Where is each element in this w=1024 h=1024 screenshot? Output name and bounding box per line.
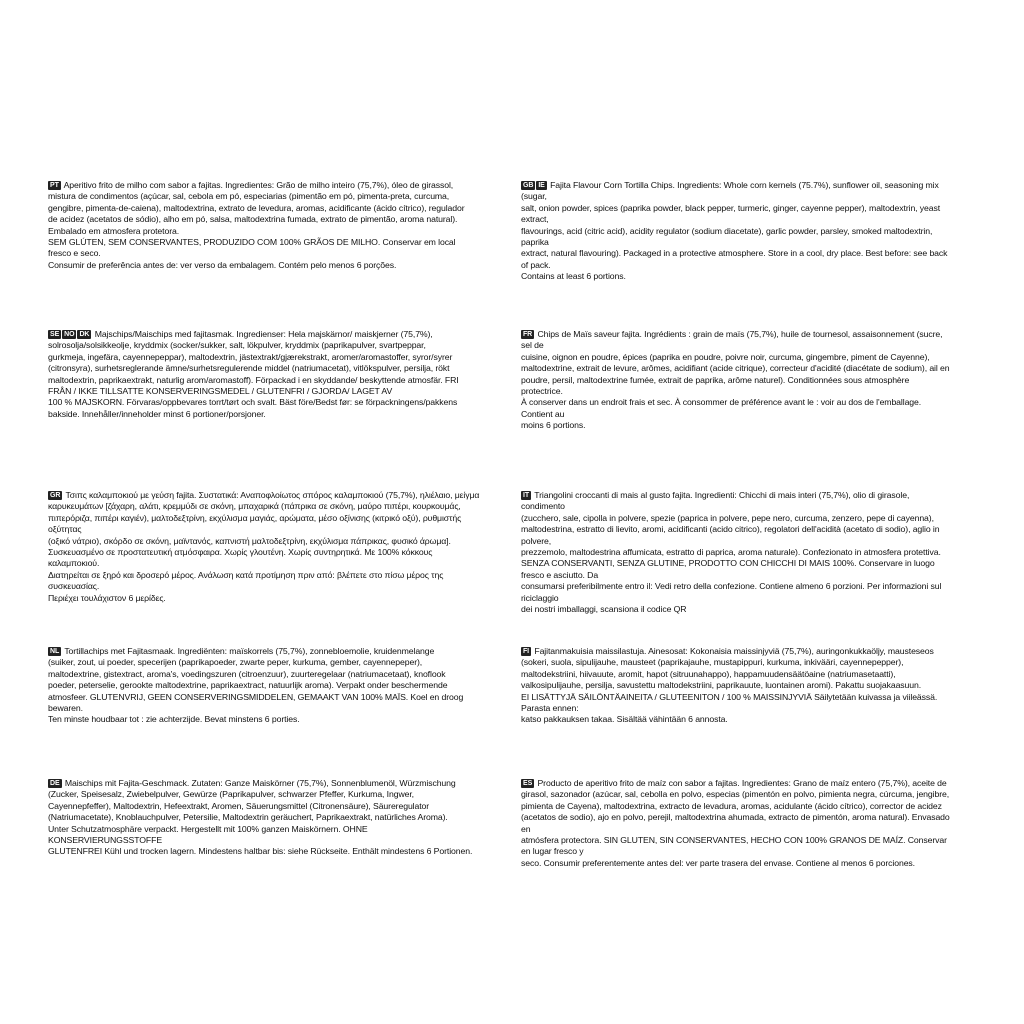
panel-finnish <box>521 646 953 726</box>
language-badge-fi: FI <box>523 648 530 655</box>
language-badge-se: SE <box>50 331 60 338</box>
ingredients-text-it: Triangolini croccanti di mais al gusto fajita. Ingredienti: Chicchi di mais interi (75,7%), olio di girasole, condimento (zucchero, sale, cipolla in polvere, spezie (paprica in polvere, pepe nero, curcuma, zenzero, pepe di cayenna), maltodestrina, estratto di lievito, aromi, acidificanti (acido citrico), regolatori dell'acidità (acetato di sodio), aglio in polvere, prezzemolo, maltodestrina affumicata, estratto di paprica, aroma naturale). Confezionato in atmosfera protettiva. SENZA CONSERVANTI, SENZA GLUTINE, PRODOTTO CON CHICCHI DI MAIS 100%. Conservare in luogo fresco e asciutto. Da consumarsi preferibilmente entro il: Vedi retro della confezione. Contiene almeno 6 porzioni. Per informazioni sul riciclaggio dei nostri imballaggi, scansiona il codice QR <box>521 490 942 615</box>
panel-scandinavian <box>48 329 480 420</box>
language-badge-pt: PT <box>50 182 59 189</box>
language-badge-ie: IE <box>538 182 545 189</box>
panel-dutch <box>48 646 480 726</box>
language-badge-de: DE <box>50 780 60 787</box>
ingredients-text-fi: Fajitanmakuisia maissilastuja. Ainesosat: Kokonaisia maissinjyviä (75,7%), auringonkukkaöljy, mausteseos (sokeri, suola, sipulijauhe, mausteet (paprikajauhe, mustapippuri, kurkuma, inkivääri, cayennepepper), maltodekstriini, hiivauute, aromit, hapot (sitruunahappo), happamuudensäätöaine (natriumasetaatti), valkosipulijauhe, persilja, savustettu maltodekstriini, paprikauute, luontainen aromi). Pakattu suojakaasuun. EI LISÄTTYJÄ SÄILÖNTÄAINEITA / GLUTEENITON / 100 % MAISSINJYVIÄ Säilytetään kuivassa ja viileässä. Parasta ennen: katso pakkauksen takaa. Sisältää vähintään 6 annosta. <box>521 646 938 725</box>
ingredients-text-fr: Chips de Maïs saveur fajita. Ingrédients : grain de maïs (75,7%), huile de tournesol, assaisonnement (sucre, sel de cuisine, oignon en poudre, épices (paprika en poudre, poivre noir, curcuma, gingembre, piment de Cayenne), maltodextrine, extrait de levure, arômes, acidifiant (acide citrique), correcteur d'acidité (diacétate de sodium), ail en poudre, persil, maltodextrine fumée, extrait de paprika, arôme naturel). Conditionnées sous atmosphère protectrice. À conserver dans un endroit frais et sec. À consommer de préférence avant le : voir au dos de l'emballage. Contient au moins 6 portions. <box>521 329 950 431</box>
panel-greek <box>48 490 480 604</box>
panel-portuguese <box>48 180 480 271</box>
language-badge-dk: DK <box>79 331 90 338</box>
language-badge-gr: GR <box>50 492 61 499</box>
ingredients-text-gr: Τσιπς καλαμποκιού με γεύση fajita. Συστατικά: Αναποφλοίωτος σπόρος καλαμποκιού (75,7%), ηλιέλαιο, μείγμα καρυκευμάτων [ζάχαρη, αλάτι, κρεμμύδι σε σκόνη, μπαχαρικά (πάπρικα σε σκόνη, μαύρο πιπέρι, κουρκουμάς, πιπερόριζα, πιπέρι καγιέν), μαλτοδεξτρίνη, εκχύλισμα μαγιάς, αρώματα, μέσο οξίνισης (κιτρικό οξύ), ρυθμιστής οξύτητας (οξικό νάτριο), σκόρδο σε σκόνη, μαϊντανός, καπνιστή μαλτοδεξτρίνη, εκχύλισμα πάπρικας, φυσικό άρωμα]. Συσκευασμένο σε προστατευτική ατμόσφαιρα. Χωρίς γλουτένη. Χωρίς συντηρητικά. Με 100% κόκκους καλαμποκιού. Διατηρείται σε ξηρό και δροσερό μέρος. Ανάλωση κατά προτίμηση πριν από: βλέπετε στο πίσω μέρος της συσκευασίας. Περιέχει τουλάχιστον 6 μερίδες. <box>48 490 480 603</box>
language-badge-no: NO <box>64 331 75 338</box>
language-badge-nl: NL <box>50 648 60 655</box>
panel-german <box>48 778 480 858</box>
panel-spanish <box>521 778 953 869</box>
ingredients-text-nl: Tortillachips met Fajitasmaak. Ingrediënten: maïskorrels (75,7%), zonnebloemolie, kruidenmelange (suiker, zout, ui poeder, specerijen (paprikapoeder, zwarte peper, kurkuma, gember, cayennepeper), maltodextrine, gistextract, aroma's, voedingszuren (citroenzuur), zuurteregelaar (natriumacetaat), knoflook poeder, peterselie, gerookte maltodextrine, paprikaextract, natuurlijk aroma). Verpakt onder beschermende atmosfeer. GLUTENVRIJ, GEEN CONSERVERINGSMIDDELEN, GEMAAKT VAN 100% MAÏS. Koel en droog bewaren. Ten minste houdbaar tot : zie achterzijde. Bevat minstens 6 porties. <box>48 646 464 725</box>
language-badge-gb: GB <box>523 182 534 189</box>
language-badge-fr: FR <box>523 331 533 338</box>
panel-italian <box>521 490 953 615</box>
panel-french <box>521 329 953 432</box>
ingredients-text-de: Maischips mit Fajita-Geschmack. Zutaten: Ganze Maiskörner (75,7%), Sonnenblumenöl, Würzmischung (Zucker, Speisesalz, Zwiebelpulver, Gewürze (Paprikapulver, schwarzer Pfeffer, Kurkuma, Ingwer, Cayennepfeffer), Maltodextrin, Hefeextrakt, Aromen, Säuerungsmittel (Citronensäure), Säureregulator (Natriumacetate), Knoblauchpulver, Petersilie, Maltodextrin geräuchert, Paprikaextrakt, natürliches Aroma). Unter Schutzatmosphäre verpackt. Hergestellt mit 100% ganzen Maiskörnern. OHNE KONSERVIERUNGSSTOFFE GLUTENFREI Kühl und trocken lagern. Mindestens haltbar bis: siehe Rückseite. Enthält mindestens 6 Portionen. <box>48 778 473 857</box>
panel-english <box>521 180 953 283</box>
ingredients-text-se: Majschips/Maischips med fajitasmak. Ingredienser: Hela majskärnor/ maiskjerner (75,7%), solrosolja/solsikkeolje, kryddmix (socker/sukker, salt, lökpulver, kryddmix (paprikapulver, svartpeppar, gurkmeja, ingefära, cayennepeppar), maltodextrin, jästextrakt/gjærekstrakt, aromer/aromastoffer, syror/syrer (citronsyra), surhetsreglerande ämne/surhetsregulerende middel (natriumacetat), vitlökspulver, persilja, rökt maltodextrin, paprikaextrakt, naturlig arom/aromastoff). Förpackad i en skyddande/ beskyttende atmosfär. FRI FRÅN / IKKE TILLSATTE KONSERVERINGSMEDEL / GLUTENFRI / GJORDA/ LAGET AV 100 % MAJSKORN. Förvaras/oppbevares torrt/tørt och svalt. Bäst före/Bedst før: se förpackningens/pakkens bakside. Innehåller/inneholder minst 6 portioner/porsjoner. <box>48 329 459 419</box>
language-badge-es: ES <box>523 780 533 787</box>
ingredients-text-gb: Fajita Flavour Corn Tortilla Chips. Ingredients: Whole corn kernels (75.7%), sunflower oil, seasoning mix (sugar, salt, onion powder, spices (paprika powder, black pepper, turmeric, ginger, cayenne pepper), maltodextrin, yeast extract, flavourings, acid (citric acid), acidity regulator (sodium diacetate), garlic powder, parsley, smoked maltodextrin, paprika extract, natural flavouring). Packaged in a protective atmosphere. Store in a cool, dry place. Best before: see back of pack. Contains at least 6 portions. <box>521 180 948 282</box>
ingredients-text-es: Producto de aperitivo frito de maíz con sabor a fajitas. Ingredientes: Grano de maíz entero (75,7%), aceite de girasol, sazonador (azúcar, sal, cebolla en polvo, especias (pimentón en polvo, pimienta negra, cúrcuma, jengibre, pimienta de Cayena), maltodextrina, extracto de levadura, aromas, acidulante (ácido cítrico), corrector de acidez (acetatos de sodio), ajo en polvo, perejil, maltodextrina ahumada, extracto de pimentón, aroma natural). Envasado en atmósfera protectora. SIN GLUTEN, SIN CONSERVANTES, HECHO CON 100% GRANOS DE MAÍZ. Conservar en lugar fresco y seco. Consumir preferentemente antes del: ver parte trasera del envase. Contiene al menos 6 porciones. <box>521 778 950 868</box>
ingredients-text-pt: Aperitivo frito de milho com sabor a fajitas. Ingredientes: Grão de milho inteiro (75,7%), óleo de girassol, mistura de condimentos (açúcar, sal, cebola em pó, especiarias (pimentão em pó, pimenta-preta, curcuma, gengibre, pimenta-de-caiena), maltodextrina, extrato de levedura, aromas, acidificante (ácido cítrico), regulador de acidez (acetatos de sódio), alho em pó, salsa, maltodextrina fumada, extrato de pimentão, aroma natural). Embalado em atmosfera protetora. SEM GLÚTEN, SEM CONSERVANTES, PRODUZIDO COM 100% GRÃOS DE MILHO. Conservar em local fresco e seco. Consumir de preferência antes de: ver verso da embalagem. Contém pelo menos 6 porções. <box>48 180 465 270</box>
language-badge-it: IT <box>523 492 530 499</box>
